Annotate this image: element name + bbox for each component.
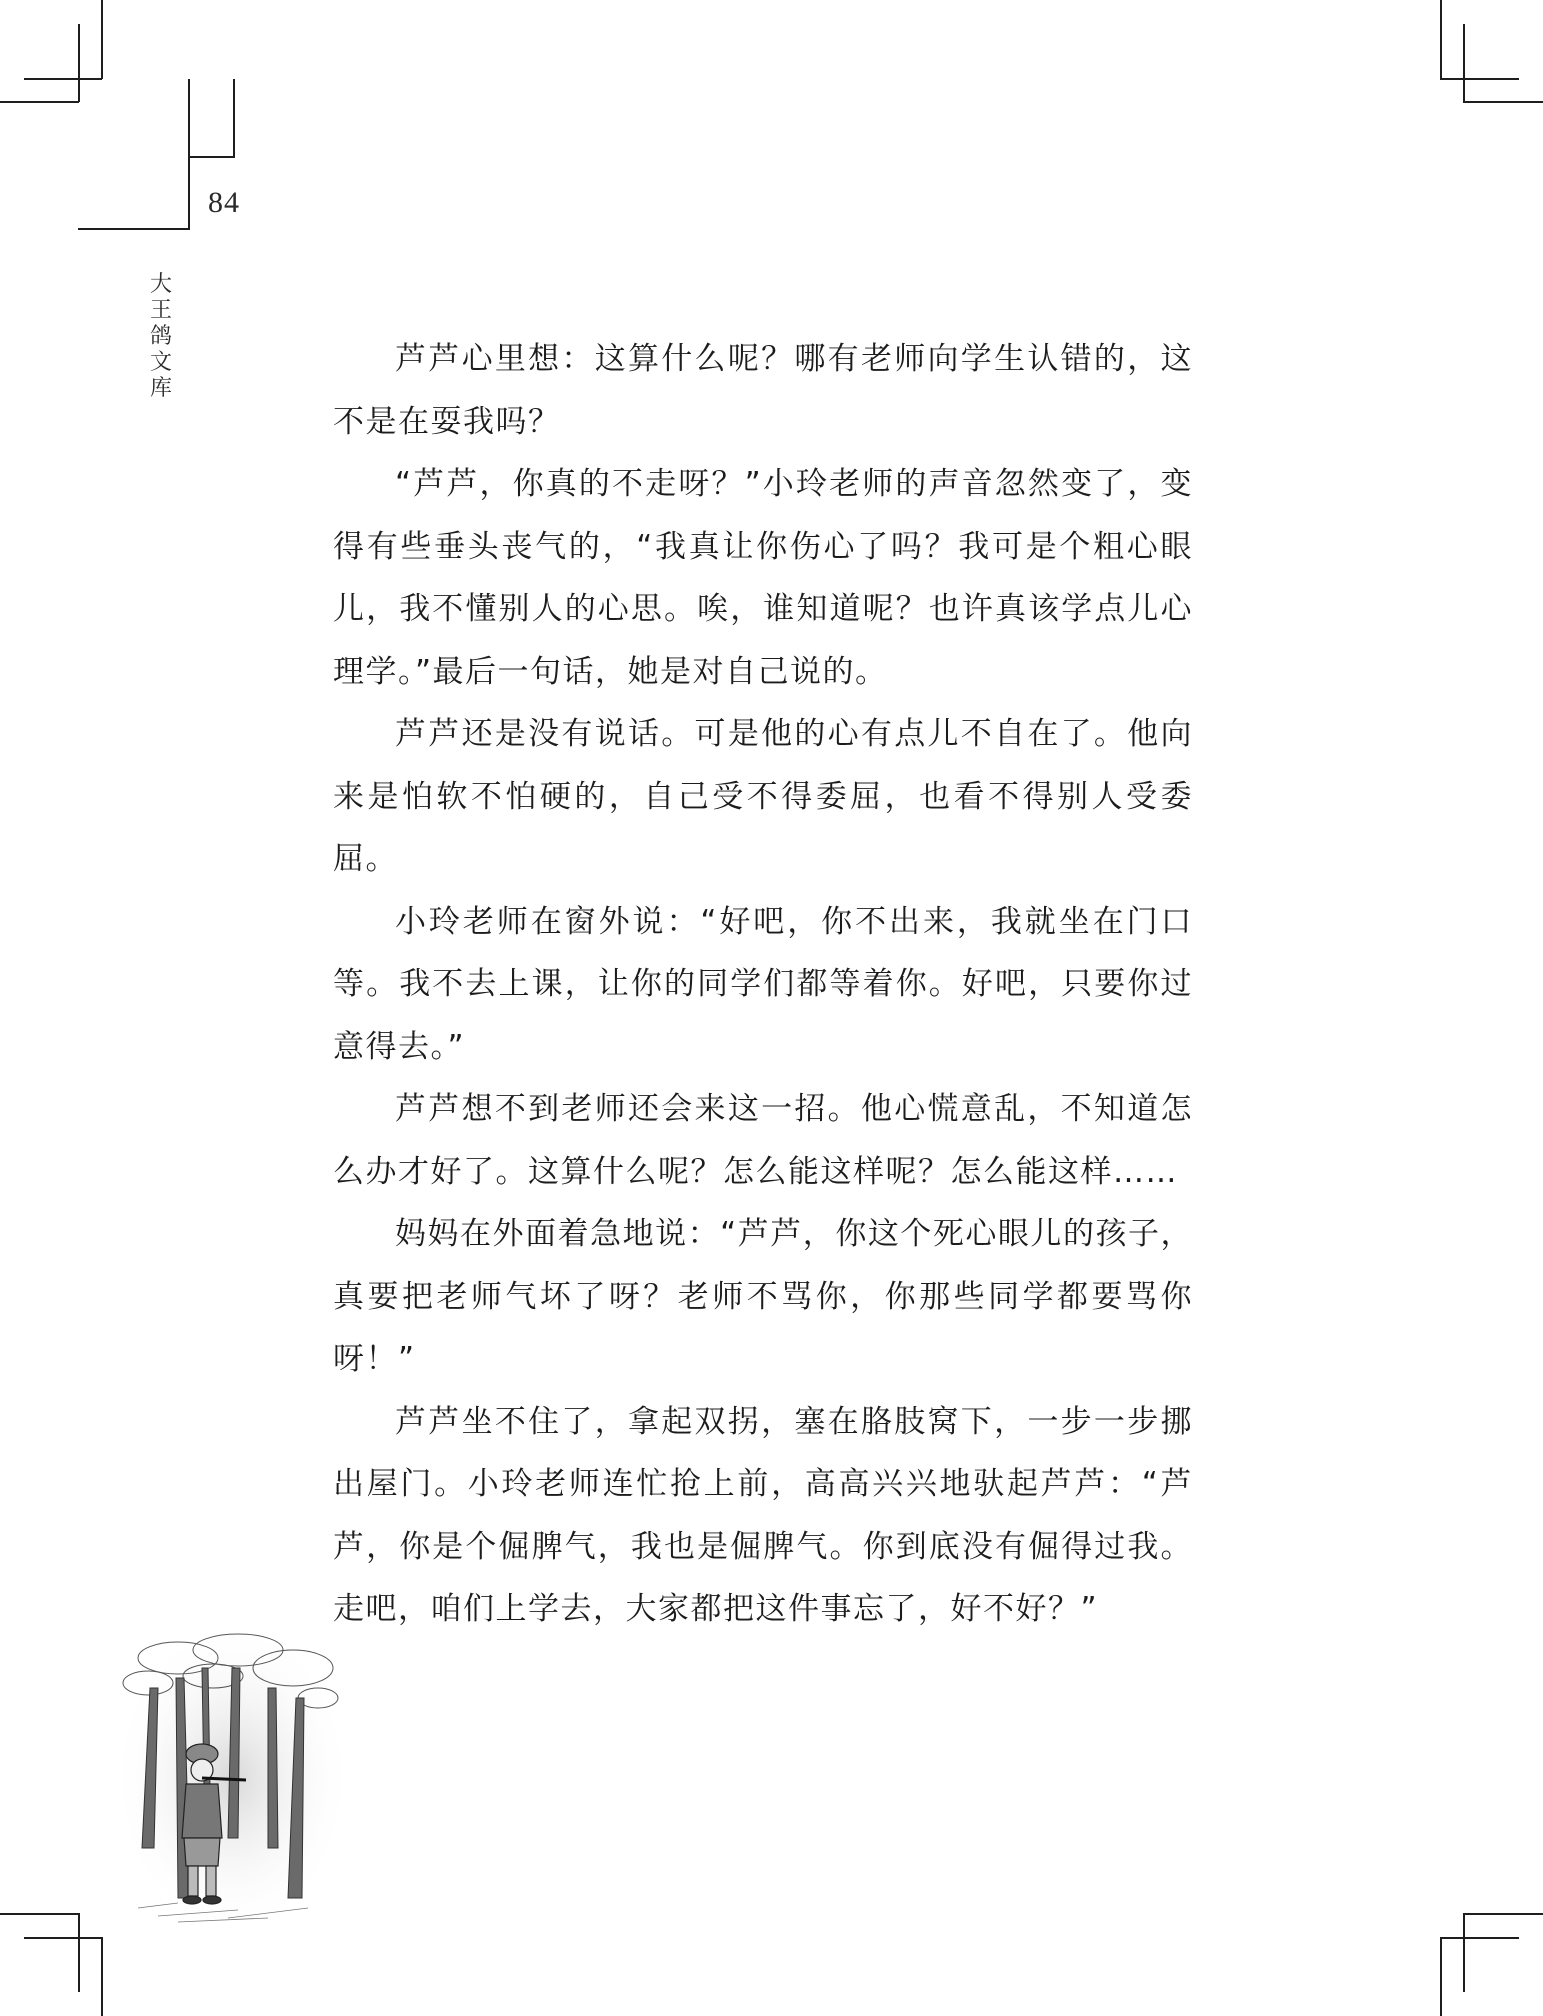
page-number: 84 bbox=[208, 186, 240, 219]
forest-sketch-icon bbox=[118, 1628, 346, 1928]
series-title-char: 文 bbox=[149, 350, 172, 375]
series-title-char: 大 bbox=[149, 272, 172, 297]
paragraph: 芦芦想不到老师还会来这一招。他心慌意乱，不知道怎么办才好了。这算什么呢？怎么能这样呢？怎么能这样…… bbox=[333, 1091, 1193, 1190]
paragraph: 妈妈在外面着急地说：“芦芦，你这个死心眼儿的孩子，真要把老师气坏了呀？老师不骂你，你那些同学都要骂你呀！” bbox=[333, 1216, 1193, 1377]
paragraph: 小玲老师在窗外说：“好吧，你不出来，我就坐在门口等。我不去上课，让你的同学们都等着你。好吧，只要你过意得去。” bbox=[333, 903, 1193, 1065]
paragraph: 芦芦心里想：这算什么呢？哪有老师向学生认错的，这不是在耍我吗？ bbox=[333, 341, 1193, 440]
series-title-char: 鸽 bbox=[149, 324, 172, 349]
body-text bbox=[333, 328, 1193, 1641]
paragraph: 芦芦还是没有说话。可是他的心有点儿不自在了。他向来是怕软不怕硬的，自己受不得委屈，也看不得别人受委屈。 bbox=[333, 716, 1193, 877]
series-title-char: 王 bbox=[149, 298, 172, 323]
series-title-char: 库 bbox=[149, 376, 172, 401]
paragraph: “芦芦，你真的不走呀？”小玲老师的声音忽然变了，变得有些垂头丧气的，“我真让你伤心了吗？我可是个粗心眼儿，我不懂别人的心思。唉，谁知道呢？也许真该学点儿心理学。”最后一句话，她是对自己说的。 bbox=[333, 466, 1193, 690]
paragraph: 芦芦坐不住了，拿起双拐，塞在胳肢窝下，一步一步挪出屋门。小玲老师连忙抢上前，高高兴兴地驮起芦芦：“芦芦，你是个倔脾气，我也是倔脾气。你到底没有倔得过我。走吧，咱们上学去，大家都把这件事忘了，好不好？” bbox=[333, 1403, 1193, 1627]
illustration-boy-with-flute bbox=[118, 1628, 346, 1928]
series-title bbox=[146, 272, 176, 402]
